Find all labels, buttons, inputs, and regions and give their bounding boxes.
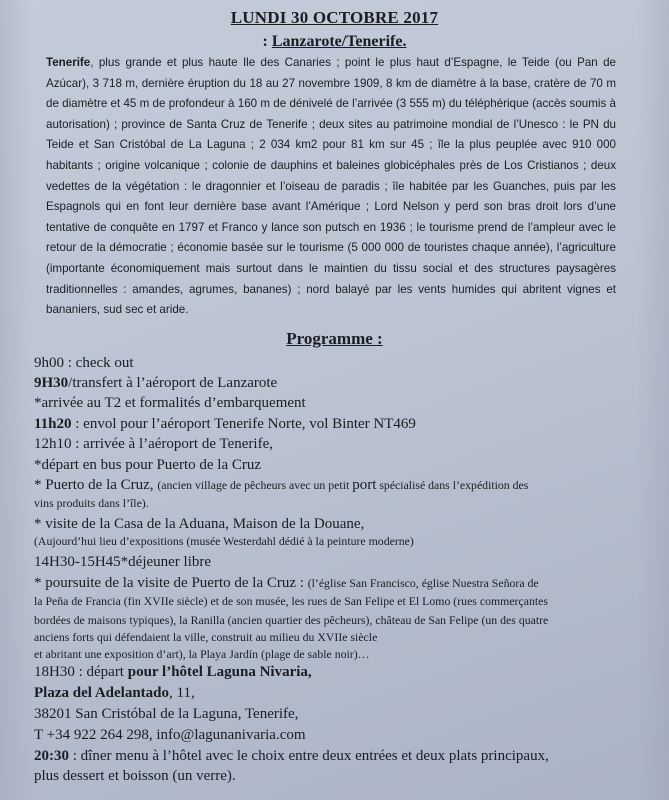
intro-line: patrimoine mondial de l’Unesco : le PN du Teide et San Cristóbal de La Laguna ; 2 034 km2 pour	[46, 117, 616, 152]
route-name: Lanzarote/Tenerife.	[271, 33, 407, 50]
programme-small-text: la Peña de Francia (fin XVIIe siècle) et de son musée, les rues de San Felipe et El Lomo (rues commerçantes	[34, 594, 548, 608]
programme-line	[34, 476, 528, 494]
programme-small-text: et abritant une exposition d’art), la Playa Jardín (plage de sable noir)…	[34, 647, 370, 661]
programme-text: *arrivée au T2 et formalités d’embarquement	[34, 395, 306, 411]
route-subtitle	[0, 33, 669, 51]
programme-text: 12h10 : arrivée à l’aéroport de Tenerife,	[34, 436, 273, 452]
programme-line	[34, 354, 134, 372]
intro-line: 81 km sur 45 ; île la plus peuplée avec 910 000 habitants ; origine volcanique ; colonie de	[46, 138, 617, 172]
intro-lead: Tenerife	[46, 56, 91, 69]
programme-line	[34, 515, 364, 533]
intro-line: Pan de Azúcar), 3 718 m, dernière éruption du 18 au 27 novembre 1909, 8 km de diamètre à la	[46, 56, 616, 90]
programme-bold-text: 11h20	[34, 416, 72, 432]
programme-text: 14H30-15H45*déjeuner libre	[34, 554, 212, 570]
page-shadow-right	[637, 0, 669, 800]
intro-line: retour de la démocratie ; économie basée sur le tourisme (5 000 000 de touristes chaque année),	[46, 241, 553, 255]
programme-text: , 11,	[169, 685, 195, 701]
programme-small-text: (Aujourd’hui lieu d’expositions (musée Westerdahl dédié à la peinture moderne)	[34, 534, 414, 548]
programme-line	[34, 394, 306, 412]
programme-line	[34, 456, 261, 474]
programme-text: plus dessert et boisson (un verre).	[34, 768, 236, 784]
intro-line: structures paysagères traditionnelles : amandes, agrumes, bananes) ; nord balayé par les vents	[46, 261, 617, 296]
intro-line: humides qui abritent vignes et bananiers, sud sec et aride.	[46, 282, 616, 317]
programme-small-text: bordées de maisons typiques), la Ranilla (ancien quartier des pêcheurs), château de San Felipe (un des quatre	[34, 613, 549, 627]
intro-line: conquête en 1797 et Franco y lance son putsch en 1936 ; le tourisme prend de l’ampleur avec le	[110, 220, 616, 234]
programme-text: T +34 922 264 298, info@lagunanivaria.com	[34, 727, 306, 743]
programme-text: : dîner menu à l’hôtel avec le choix entre deux entrées et deux plats principaux,	[69, 748, 549, 764]
programme-line	[34, 726, 306, 744]
programme-small-text: (ancien village de pêcheurs avec un petit	[157, 478, 353, 492]
programme-text: * Puerto de la Cruz,	[34, 477, 158, 493]
programme-text: port	[352, 477, 377, 493]
programme-line	[34, 705, 298, 723]
programme-text: 18H30 : départ	[34, 664, 128, 680]
intro-line: leur dernière base avant l’Amérique ; Lord Nelson y perd son bras droit lors d’une tentative de	[46, 200, 616, 234]
programme-small-text: spécialisé dans l’expédition des	[376, 478, 529, 492]
page-title: LUNDI 30 OCTOBRE 2017	[230, 8, 439, 27]
programme-text: 9h00 : check out	[34, 355, 134, 371]
intro-line: base, cratère de 70 m de diamètre et 45 m de profondeur à 160 m de dénivelé de l’arrivée (3 555 m)	[46, 76, 616, 111]
programme-small-text: vins produits dans l’île).	[34, 496, 149, 510]
programme-bold-text: pour l’hôtel Laguna Nivaria,	[127, 664, 312, 680]
programme-bold-text: 9H30	[34, 375, 69, 391]
intro-line: dauphins et baleines globicéphales près de Los Cristianos ; deux vedettes de la végétation : le	[46, 158, 616, 193]
programme-line	[34, 553, 211, 571]
intro-paragraph	[46, 53, 616, 321]
intro-line: l’agriculture (importante économiquement mais surtout dans le maintien du tissu social et des	[46, 241, 616, 275]
programme-bold-text: 20:30	[34, 748, 69, 764]
programme-line	[34, 767, 236, 785]
route-prefix: :	[262, 33, 272, 50]
programme-text: : envol pour l’aéroport Tenerife Norte, vol Binter NT469	[71, 416, 416, 432]
programme-text: * poursuite de la visite de Puerto de la Cruz :	[34, 575, 308, 591]
programme-line	[34, 747, 549, 765]
programme-line	[34, 574, 539, 592]
page-shadow-left	[0, 0, 32, 800]
programme-line	[34, 628, 377, 646]
programme-line	[34, 611, 548, 629]
programme-text: * visite de la Casa de la Aduana, Maison de la Douane,	[34, 516, 365, 532]
programme-text: 38201 San Cristóbal de la Laguna, Tenerife,	[34, 706, 299, 722]
intro-line: dragonnier et l’oiseau de paradis ; île habitée par les Guanches, puis par les Espagnols qui en font	[46, 179, 616, 214]
intro-line: , plus grande et plus haute Ile des Canaries ; point le plus haut d’Espagne, le Teide (ou	[90, 56, 572, 69]
programme-line	[34, 592, 548, 610]
programme-title: Programme :	[286, 329, 383, 348]
programme-line	[34, 374, 277, 392]
programme-line	[34, 435, 273, 453]
programme-small-text: anciens forts qui défendaient la ville, construit au milieu du XVIIe siècle	[34, 630, 378, 644]
intro-line: du téléphérique (accès soumis à autorisation) ; province de Santa Cruz de Tenerife ; deux sites au	[46, 97, 616, 131]
programme-text: *départ en bus pour Puerto de la Cruz	[34, 457, 262, 473]
programme-text: /transfert à l’aéroport de Lanzarote	[68, 375, 278, 391]
programme-line	[34, 684, 195, 702]
programme-line	[34, 532, 414, 550]
programme-line	[34, 645, 369, 663]
programme-line	[34, 415, 416, 433]
programme-bold-text: Plaza del Adelantado	[34, 685, 170, 701]
programme-line	[34, 663, 312, 681]
programme-small-text: (l’église San Francisco, église Nuestra Señora de	[307, 576, 539, 590]
programme-line	[34, 494, 149, 512]
